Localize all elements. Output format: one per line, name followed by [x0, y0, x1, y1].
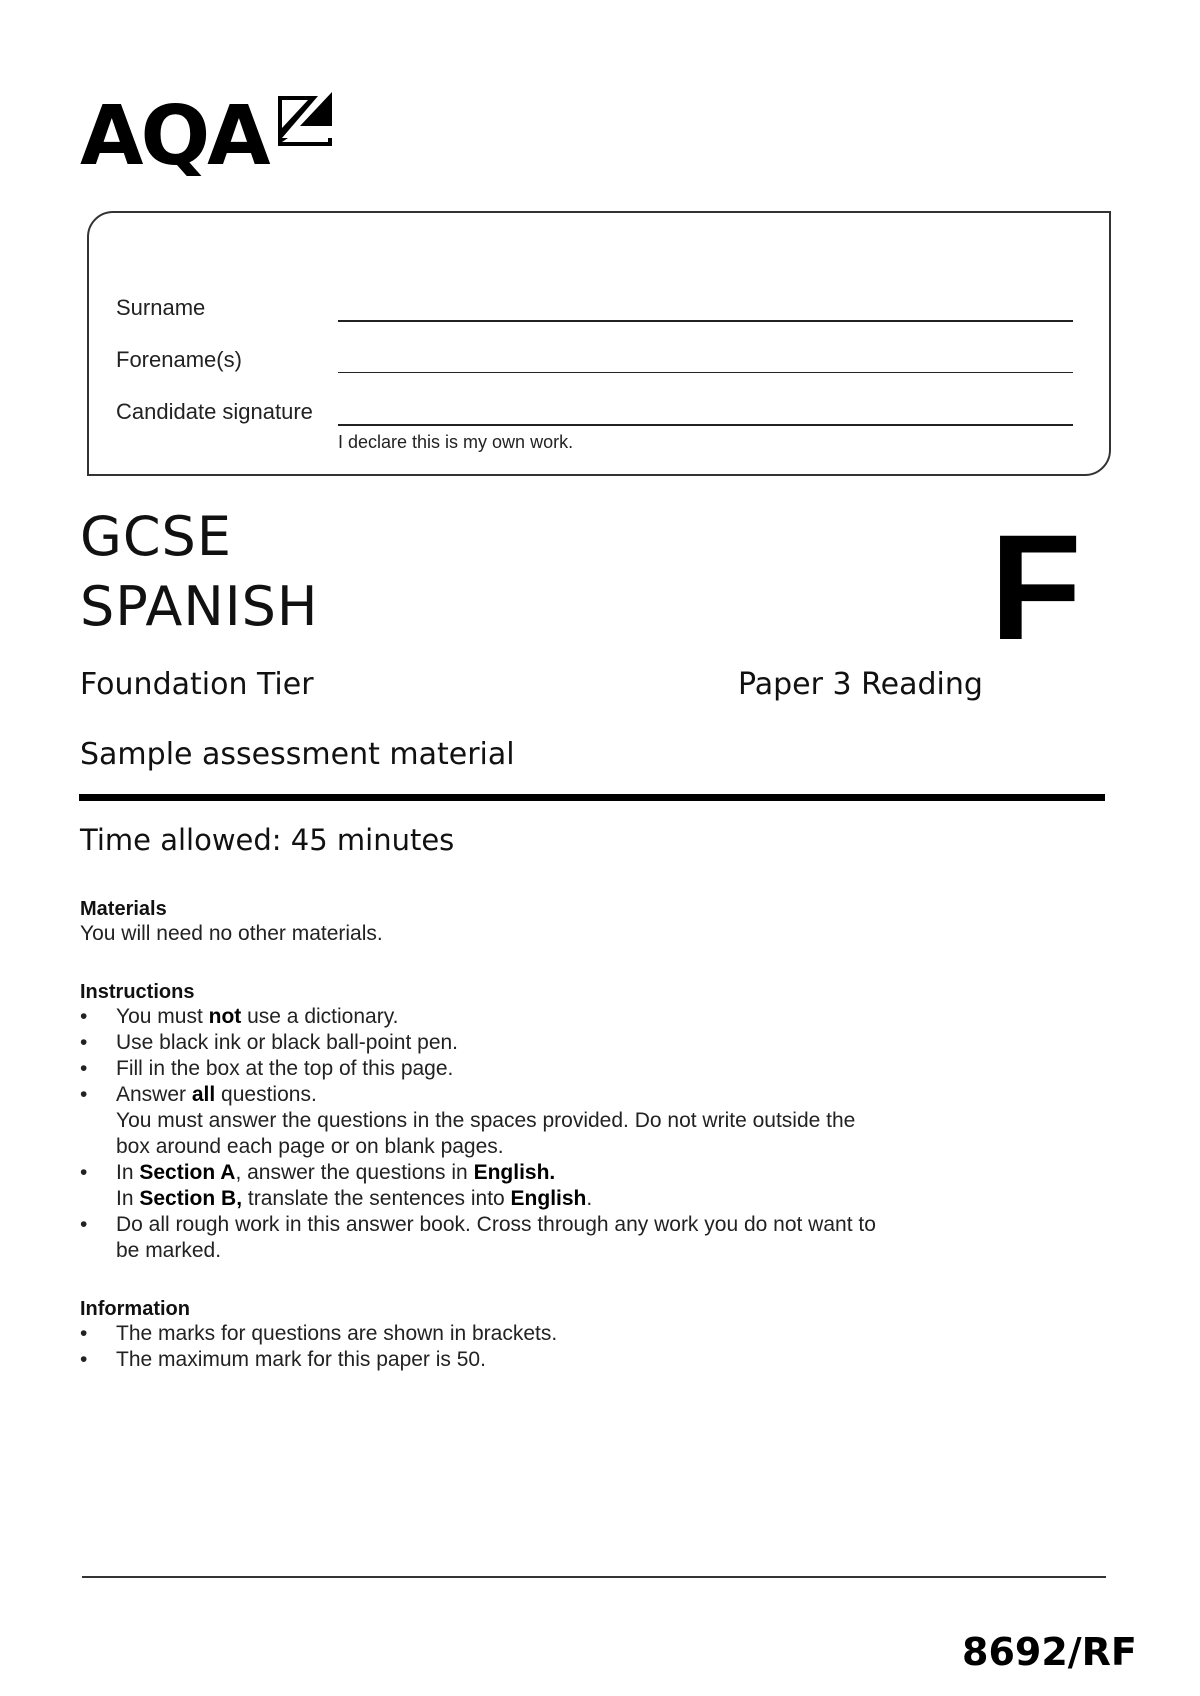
aqa-logo	[80, 88, 336, 184]
signature-label: Candidate signature	[116, 399, 313, 424]
time-allowed: Time allowed: 45 minutes	[80, 823, 455, 857]
list-item: • Do all rough work in this answer book. Cross through any work you do not want to be marked.	[80, 1212, 876, 1264]
list-item: • You must not use a dictionary.	[80, 1004, 980, 1030]
signature-field[interactable]	[338, 424, 1073, 426]
qualification-title: GCSE	[80, 505, 232, 568]
forenames-field[interactable]	[338, 372, 1073, 373]
list-item: • In Section A, answer the questions in English. In Section B, translate the sentences into English.	[80, 1160, 980, 1212]
candidate-details-box	[87, 211, 1111, 476]
list-item: • Use black ink or black ball-point pen.	[80, 1030, 980, 1056]
paper-name: Paper 3 Reading	[738, 667, 983, 702]
list-item: • Answer all questions. You must answer the questions in the spaces provided. Do not write outside the box around each page or on blank pages.	[80, 1082, 980, 1160]
information-list	[80, 1321, 980, 1373]
title-divider	[79, 794, 1105, 801]
instructions-list	[80, 1004, 980, 1264]
list-item: • The maximum mark for this paper is 50.	[80, 1347, 980, 1373]
instructions-heading: Instructions	[80, 981, 195, 1003]
logo-text: AQA	[80, 89, 268, 184]
subject-title: SPANISH	[80, 575, 319, 638]
materials-text: You will need no other materials.	[80, 922, 383, 945]
footer-divider	[82, 1576, 1106, 1578]
instructions-section	[80, 981, 980, 1264]
materials-section	[80, 898, 980, 947]
surname-label: Surname	[116, 295, 206, 320]
tier-letter: F	[990, 503, 1082, 671]
forenames-label: Forename(s)	[116, 347, 242, 372]
aqa-logo-mark-icon	[274, 88, 336, 150]
list-item: • The marks for questions are shown in brackets.	[80, 1321, 980, 1347]
list-item: • Fill in the box at the top of this page.	[80, 1056, 980, 1082]
declaration-text: I declare this is my own work.	[338, 432, 574, 452]
surname-field[interactable]	[338, 320, 1073, 322]
status-text: Sample assessment material	[80, 737, 515, 772]
tier-name: Foundation Tier	[80, 667, 314, 702]
information-heading: Information	[80, 1298, 190, 1320]
materials-heading: Materials	[80, 898, 167, 920]
paper-code: 8692/RF	[962, 1630, 1137, 1674]
information-section	[80, 1298, 980, 1373]
